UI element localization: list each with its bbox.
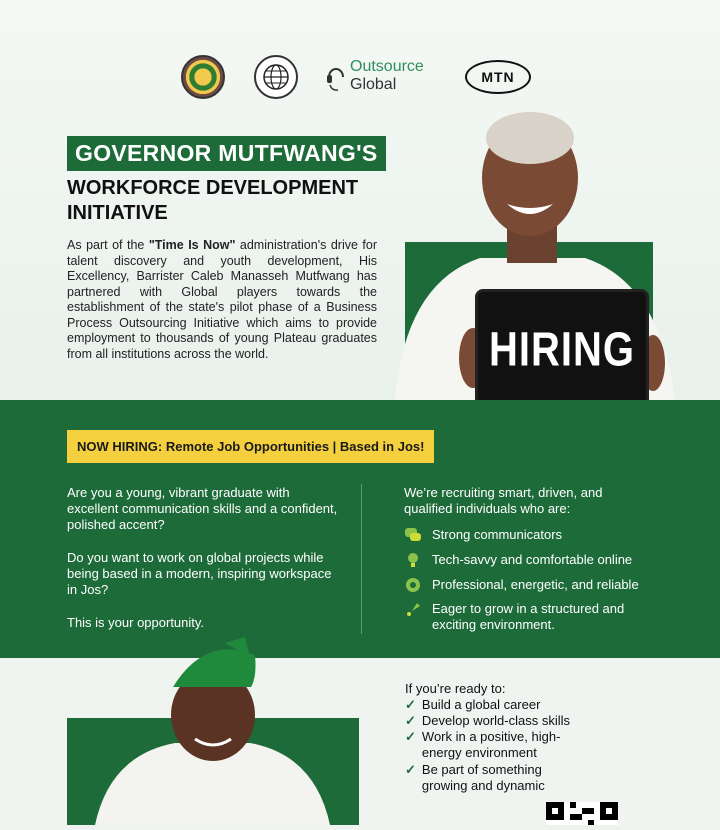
outsource-text: Outsource [350, 58, 424, 75]
hiring-sign: HIRING [489, 323, 635, 376]
now-hiring-banner: NOW HIRING: Remote Job Opportunities | Based in Jos! [67, 430, 434, 463]
bulb-icon [404, 551, 422, 569]
list-item: ✓ Develop world-class skills [405, 713, 571, 728]
title-band: GOVERNOR MUTFWANG'S [67, 136, 386, 171]
recruiting-intro: We’re recruiting smart, driven, and qualified individuals who are: [404, 485, 603, 516]
governor-photo [95, 635, 330, 825]
question-2: Do you want to work on global projects while being based in a modern, inspiring workspace in Jos? [67, 550, 332, 597]
globe-emblem-icon [254, 55, 298, 99]
hiring-tablet [475, 289, 649, 411]
list-item: Tech-savvy and comfortable online [404, 551, 632, 569]
global-text: Global [350, 76, 397, 93]
list-item: Strong communicators [404, 526, 562, 544]
check-icon: ✓ [405, 729, 416, 744]
check-icon: ✓ [405, 762, 416, 777]
title-line-3: INITIATIVE [67, 202, 168, 224]
badge-icon [404, 576, 422, 594]
chat-icon [404, 526, 422, 544]
check-icon: ✓ [405, 713, 416, 728]
headset-icon [326, 59, 346, 93]
qr-code-icon [546, 802, 618, 825]
check-icon: ✓ [405, 697, 416, 712]
list-item: ✓ Build a global career [405, 697, 541, 712]
list-item: Eager to grow in a structured and exciting environment. [404, 601, 652, 633]
column-divider [361, 484, 362, 634]
qr-code[interactable] [546, 802, 618, 825]
list-item: Professional, energetic, and reliable [404, 576, 639, 594]
title-line-2: WORKFORCE DEVELOPMENT [67, 177, 359, 199]
state-seal-icon [181, 55, 225, 99]
globe-icon [261, 62, 291, 92]
outsource-global-logo [326, 58, 424, 94]
rocket-icon [404, 601, 422, 619]
intro-paragraph: As part of the "Time Is Now" administration's drive for talent discovery and youth development, His Excellency, Barrister Caleb Manasseh Mutfwang has partnered with Global players towards the establishment of the state's pilot phase of a Business Process Outsourcing Initiative which aims to provide employment to thousands of young Plateau graduates from all institutions across the world. [67, 238, 377, 361]
list-item: ✓ Be part of something growing and dynamic [405, 762, 545, 793]
ready-title: If you’re ready to: [405, 681, 506, 696]
list-item: ✓ Work in a positive, high-energy environment [405, 729, 561, 760]
intro-highlight: "Time Is Now" [148, 238, 236, 252]
question-1: Are you a young, vibrant graduate with excellent communication skills and a confident, polished accent? [67, 485, 338, 532]
mtn-logo: MTN [465, 60, 531, 94]
opportunity-text: This is your opportunity. [67, 615, 205, 630]
